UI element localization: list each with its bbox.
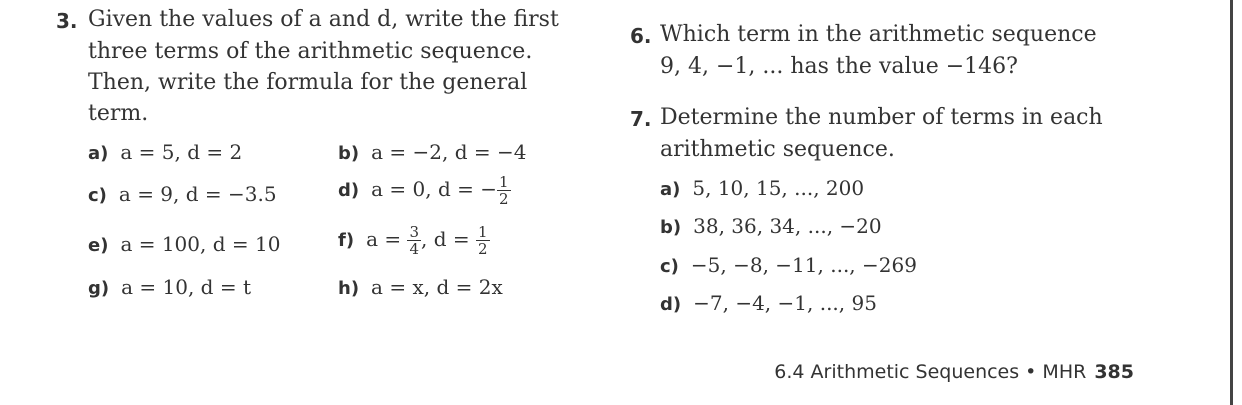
part-text: a = −2, d = −4 xyxy=(371,140,527,164)
part-text: 5, 10, 15, ..., 200 xyxy=(692,176,865,200)
question-7-part-c xyxy=(660,253,917,277)
part-text: a = 0, d = − xyxy=(371,177,497,201)
question-3-part-f xyxy=(338,224,490,257)
fraction-numerator: 3 xyxy=(409,223,420,241)
part-label: b) xyxy=(338,143,360,164)
part-text: −7, −4, −1, ..., 95 xyxy=(693,291,877,315)
fraction-numerator: 1 xyxy=(499,173,509,191)
fraction-denominator: 2 xyxy=(499,190,509,208)
page-number: 385 xyxy=(1094,361,1134,383)
question-6-number: 6. xyxy=(630,24,652,48)
part-text: −5, −8, −11, ..., −269 xyxy=(690,253,917,277)
question-7-line-1: Determine the number of terms in each xyxy=(660,105,1103,130)
part-label: d) xyxy=(338,180,360,201)
footer-section-title: 6.4 Arithmetic Sequences • MHR xyxy=(774,361,1087,383)
part-label: a) xyxy=(88,143,109,164)
question-3-line-2: three terms of the arithmetic sequence. xyxy=(88,39,533,64)
part-text: a = 5, d = 2 xyxy=(120,140,243,164)
page-footer xyxy=(774,361,1134,383)
part-label: f) xyxy=(338,230,355,251)
part-label: c) xyxy=(88,185,107,206)
question-7-part-d xyxy=(660,291,877,315)
question-6-line-1: Which term in the arithmetic sequence xyxy=(660,22,1097,47)
question-3-part-e xyxy=(88,232,280,256)
part-label: b) xyxy=(660,217,682,238)
part-text: a = xyxy=(366,227,408,251)
question-3-line-3: Then, write the formula for the general xyxy=(88,70,528,95)
part-text: a = 10, d = t xyxy=(121,275,251,299)
part-label: e) xyxy=(88,235,109,256)
fraction-numerator: 1 xyxy=(478,223,488,241)
part-label: c) xyxy=(660,256,679,277)
part-text: a = 100, d = 10 xyxy=(120,232,281,256)
part-label: h) xyxy=(338,278,360,299)
question-3-line-1: Given the values of a and d, write the first xyxy=(88,7,559,32)
question-7-part-b xyxy=(660,214,882,238)
part-label: d) xyxy=(660,294,682,315)
part-label: a) xyxy=(660,179,681,200)
fraction xyxy=(497,174,511,207)
question-6-line-2: 9, 4, −1, ... has the value −146? xyxy=(660,54,1018,79)
question-3-part-d xyxy=(338,174,511,207)
question-3-part-a xyxy=(88,140,242,164)
page-edge-divider xyxy=(1230,0,1233,405)
part-text: a = 9, d = −3.5 xyxy=(118,182,277,206)
fraction-denominator: 2 xyxy=(478,240,488,258)
question-3-part-c xyxy=(88,182,277,206)
fraction xyxy=(407,224,421,257)
question-7-part-a xyxy=(660,176,864,200)
fraction-denominator: 4 xyxy=(409,240,420,258)
part-text: 38, 36, 34, ..., −20 xyxy=(693,214,882,238)
question-3-number: 3. xyxy=(56,9,78,33)
question-7-number: 7. xyxy=(630,107,652,131)
question-3-part-h xyxy=(338,275,503,299)
question-3-part-g xyxy=(88,275,251,299)
question-3-part-b xyxy=(338,140,526,164)
question-7-line-2: arithmetic sequence. xyxy=(660,137,895,162)
part-text: a = x, d = 2x xyxy=(371,275,503,299)
question-3-line-4: term. xyxy=(88,101,149,126)
part-label: g) xyxy=(88,278,110,299)
part-text: , d = xyxy=(421,227,477,251)
fraction xyxy=(476,224,490,257)
